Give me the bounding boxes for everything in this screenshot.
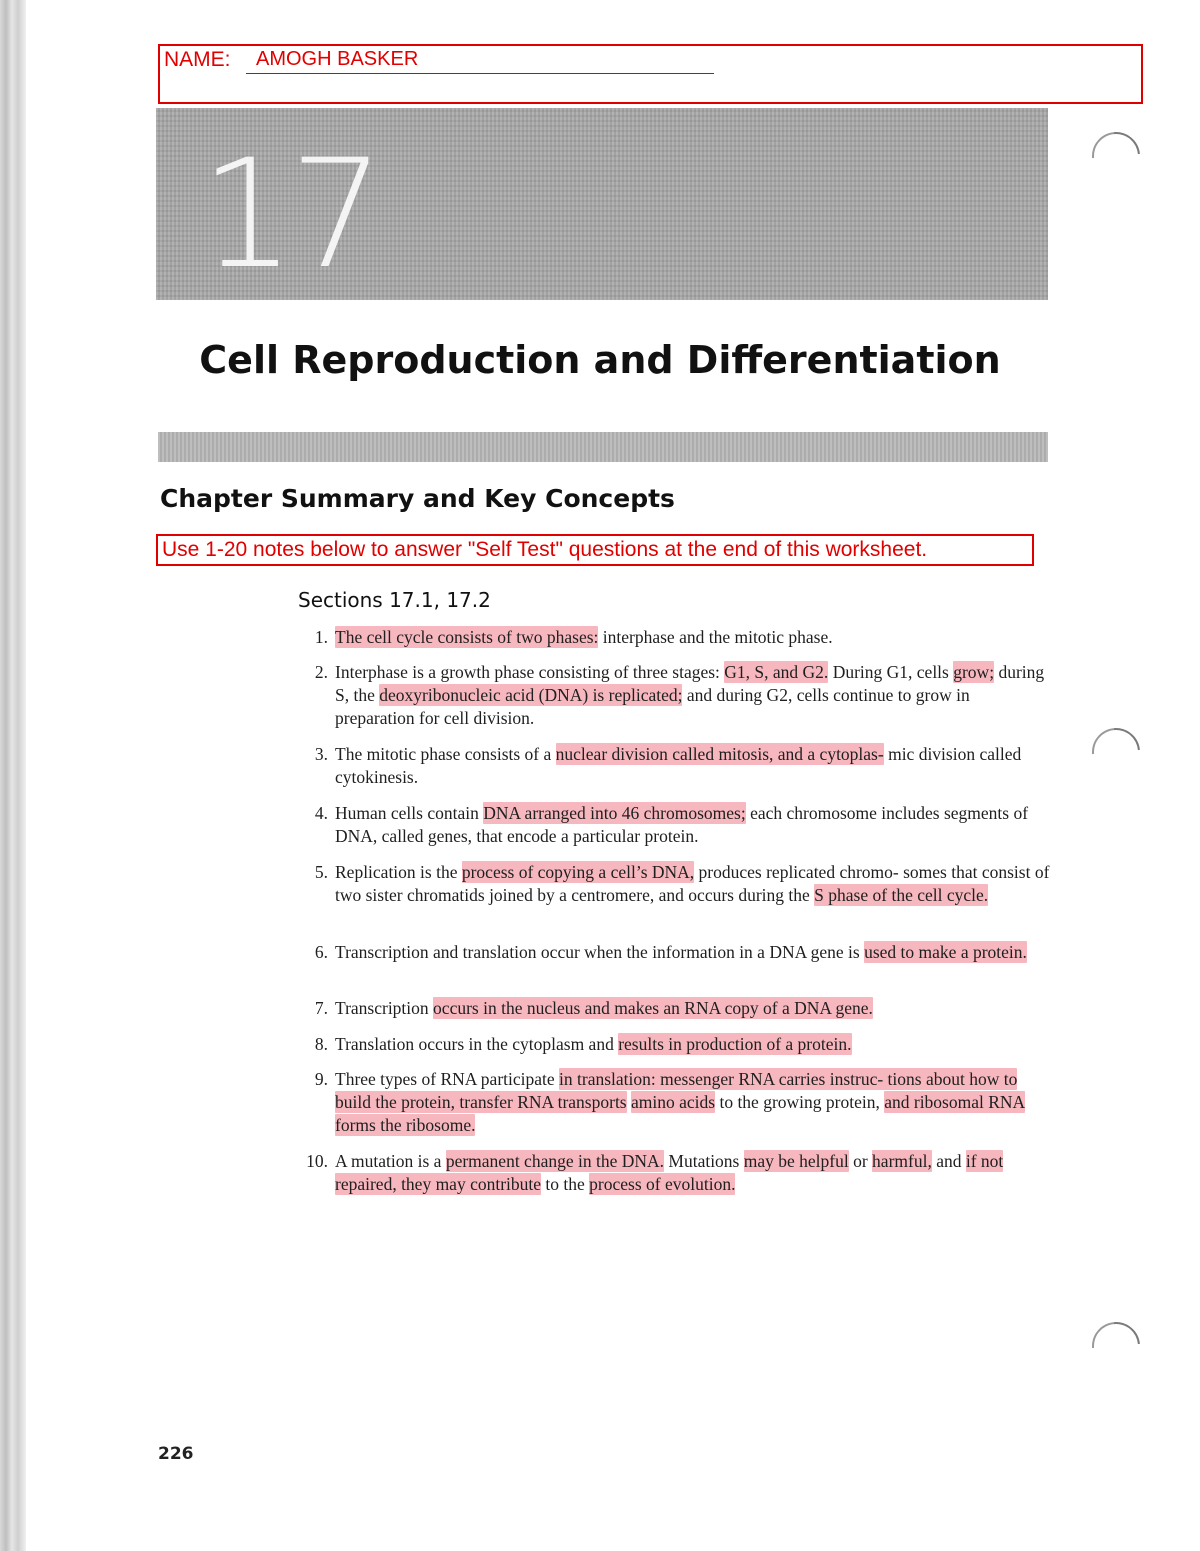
text-run: The mitotic phase consists of a xyxy=(335,744,556,764)
list-item xyxy=(290,1033,1050,1056)
highlighted-text: nuclear division called mitosis, and a cytoplas- xyxy=(555,744,884,764)
highlighted-text: deoxyribonucleic acid (DNA) is replicated; xyxy=(379,685,683,705)
highlighted-text: process of evolution. xyxy=(589,1174,736,1194)
list-item xyxy=(290,626,1050,649)
list-item-number: 7. xyxy=(314,998,328,1018)
highlighted-text: amino acids xyxy=(631,1092,716,1112)
list-item-number: 5. xyxy=(314,862,328,882)
name-value: AMOGH BASKER xyxy=(256,48,419,70)
list-item-number: 9. xyxy=(314,1069,328,1089)
text-run: Replication is the xyxy=(335,862,462,882)
highlighted-text: and ribosomal RNA forms the ribosome. xyxy=(335,1092,1026,1135)
list-item xyxy=(290,661,1050,730)
list-item-number: 3. xyxy=(314,744,328,764)
text-run: interphase and the mitotic phase. xyxy=(598,627,833,647)
page-number: 226 xyxy=(158,1444,194,1464)
name-label: NAME: xyxy=(164,48,231,71)
list-item-text xyxy=(335,661,1050,730)
list-item-number: 1. xyxy=(314,627,328,647)
text-run: to the xyxy=(541,1174,590,1194)
text-run: mic division called cytokinesis. xyxy=(335,744,1022,787)
highlighted-text: in translation: messenger RNA carries instruc- tions about how to build the protein, transfer RNA transports xyxy=(335,1069,1018,1112)
list-item-number: 4. xyxy=(314,803,328,823)
sections-label: Sections 17.1, 17.2 xyxy=(298,588,491,612)
highlighted-text: results in production of a protein. xyxy=(618,1034,852,1054)
highlighted-text: used to make a protein. xyxy=(864,942,1027,962)
list-item xyxy=(290,941,1050,964)
scan-left-edge xyxy=(0,0,26,1551)
section-heading: Chapter Summary and Key Concepts xyxy=(160,484,675,513)
text-run: During G1, cells xyxy=(828,662,954,682)
list-item-number: 2. xyxy=(314,662,328,682)
text-run: Transcription and translation occur when the information in a DNA gene is xyxy=(335,942,865,962)
highlighted-text: occurs in the nucleus and makes an RNA copy of a DNA gene. xyxy=(433,998,873,1018)
text-run: or xyxy=(848,1151,873,1171)
punch-hole-bottom xyxy=(1082,1312,1150,1380)
list-item-text xyxy=(335,861,1050,907)
text-run: and xyxy=(931,1151,966,1171)
list-item-text xyxy=(335,941,1050,964)
divider-stripe xyxy=(158,432,1048,462)
highlighted-text: grow; xyxy=(953,662,995,682)
list-item-text xyxy=(335,626,1050,649)
list-item xyxy=(290,743,1050,789)
text-run: to the growing protein, xyxy=(715,1092,885,1112)
text-run: Human cells contain xyxy=(335,803,484,823)
highlighted-text: if not repaired, they may contribute xyxy=(335,1151,1004,1194)
list-item-number: 8. xyxy=(314,1034,328,1054)
list-item-number: 6. xyxy=(314,942,328,962)
text-run: Three types of RNA participate xyxy=(335,1069,560,1089)
text-run: Transcription xyxy=(335,998,434,1018)
list-item-text xyxy=(335,997,1050,1020)
list-item xyxy=(290,802,1050,848)
highlighted-text: harmful, xyxy=(872,1151,932,1171)
highlighted-text: S phase of the cell cycle. xyxy=(814,885,989,905)
list-item xyxy=(290,1150,1050,1196)
list-item-text xyxy=(335,743,1050,789)
highlighted-text: permanent change in the DNA. xyxy=(445,1151,665,1171)
punch-hole-middle xyxy=(1082,718,1150,786)
text-run: and during G2, cells continue to grow in preparation for cell division. xyxy=(335,685,970,728)
highlighted-text: DNA arranged into 46 chromosomes; xyxy=(483,803,746,823)
text-run: produces replicated chromo- somes that consist of two sister chromatids joined by a centromere, and occurs during the xyxy=(335,862,1050,905)
punch-hole-top xyxy=(1082,122,1150,190)
highlighted-text: The cell cycle consists of two phases: xyxy=(335,627,599,647)
list-item-number: 10. xyxy=(306,1151,328,1171)
text-run: Translation occurs in the cytoplasm and xyxy=(335,1034,619,1054)
name-annotation-box xyxy=(158,44,1143,104)
page-title: Cell Reproduction and Differentiation xyxy=(199,338,1001,382)
highlighted-text: process of copying a cell’s DNA, xyxy=(461,862,695,882)
instruction-text: Use 1-20 notes below to answer "Self Test" questions at the end of this worksheet. xyxy=(162,538,928,561)
highlighted-text: G1, S, and G2. xyxy=(724,662,829,682)
text-run: each chromosome includes segments of DNA, called genes, that encode a particular protein. xyxy=(335,803,1029,846)
name-underline xyxy=(246,73,714,74)
text-run: Mutations xyxy=(664,1151,744,1171)
text-run: Interphase is a growth phase consisting of three stages: xyxy=(335,662,725,682)
list-item-text xyxy=(335,1068,1050,1137)
text-run: A mutation is a xyxy=(335,1151,446,1171)
instruction-annotation-box xyxy=(156,534,1034,566)
list-item-text xyxy=(335,802,1050,848)
chapter-number: 17 xyxy=(200,128,379,302)
highlighted-text: may be helpful xyxy=(743,1151,849,1171)
list-item-text xyxy=(335,1150,1050,1196)
text-run: during S, the xyxy=(335,662,1045,705)
list-item-text xyxy=(335,1033,1050,1056)
list-item xyxy=(290,861,1050,907)
list-item xyxy=(290,1068,1050,1137)
list-item xyxy=(290,997,1050,1020)
